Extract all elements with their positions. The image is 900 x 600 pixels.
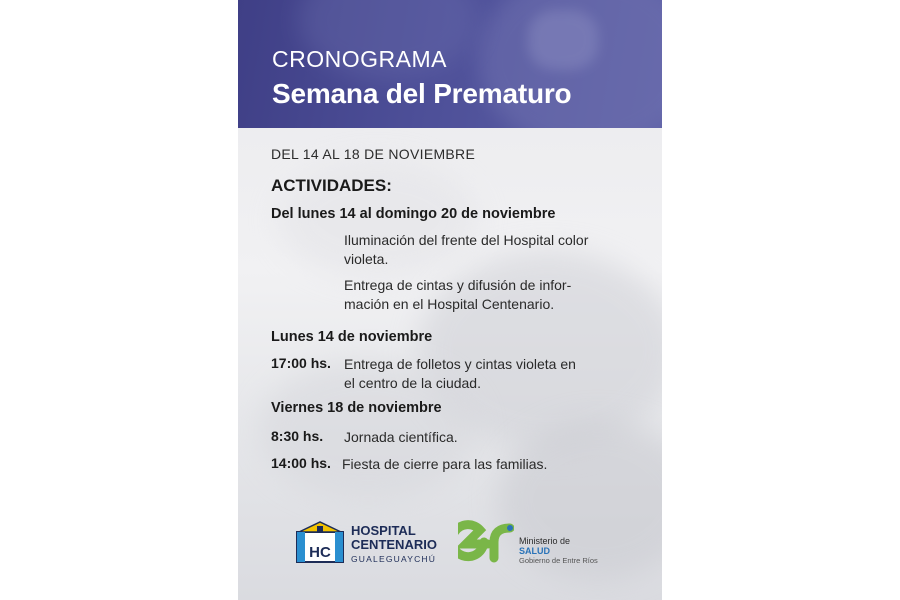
activity-time: 17:00 hs. (271, 355, 331, 371)
hospital-building-logo-icon (295, 520, 345, 564)
section-title: Lunes 14 de noviembre (271, 329, 433, 345)
activity-time: 8:30 hs. (271, 428, 324, 444)
activity-item (344, 355, 576, 393)
activity-text-line: Jornada científica. (344, 429, 458, 445)
ministry-logo-line: SALUD (519, 546, 550, 556)
hospital-logo-line: CENTENARIO (351, 537, 437, 552)
svg-text:HC: HC (309, 544, 331, 561)
date-range: DEL 14 AL 18 DE NOVIEMBRE (271, 146, 476, 162)
header-title: Semana del Prematuro (272, 78, 572, 109)
hospital-logo-text (351, 524, 437, 564)
section-title: Del lunes 14 al domingo 20 de noviembre (271, 206, 556, 222)
activity-text-line: Iluminación del frente del Hospital color (344, 232, 589, 248)
activity-item (342, 455, 547, 474)
section-title: Viernes 18 de noviembre (271, 400, 442, 416)
activity-text-line: Entrega de cintas y difusión de infor- (344, 277, 572, 293)
ministry-logo-text (519, 536, 598, 566)
hospital-logo-line: HOSPITAL (351, 523, 416, 538)
activity-text-line: Entrega de folletos y cintas violeta en (344, 356, 576, 372)
event-poster (238, 0, 662, 600)
footer-logos (238, 516, 662, 566)
activity-item (344, 231, 588, 269)
activities-heading: ACTIVIDADES: (271, 176, 392, 195)
ministry-logo-line: Gobierno de Entre Ríos (519, 556, 598, 565)
hospital-logo-city: GUALEGUAYCHÚ (351, 554, 437, 564)
activity-item (344, 276, 571, 314)
activity-text-line: mación en el Hospital Centenario. (344, 296, 555, 312)
activity-text-line: el centro de la ciudad. (344, 375, 481, 391)
activity-item (344, 428, 458, 447)
activity-text-line: violeta. (344, 251, 389, 267)
poster-header (238, 0, 662, 128)
activity-time: 14:00 hs. (271, 455, 331, 471)
header-subtitle: CRONOGRAMA (272, 46, 447, 72)
ministry-logo-line: Ministerio de (519, 536, 571, 546)
entre-rios-logo-icon (458, 518, 514, 566)
activity-text-line: Fiesta de cierre para las familias. (342, 456, 548, 472)
header-photo-shade (528, 10, 598, 70)
